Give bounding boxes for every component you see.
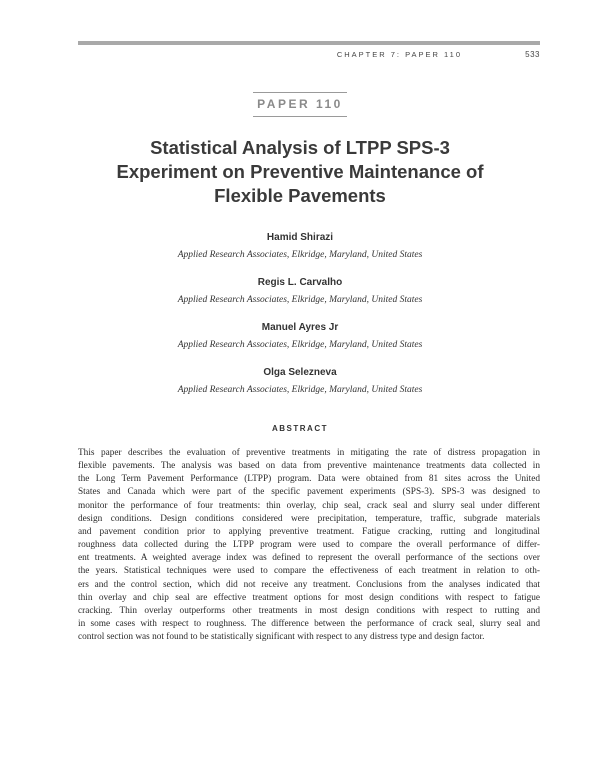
author-block [0,366,600,397]
author-name: Olga Selezneva [263,367,337,378]
abstract-line: thin overlay and chip seal are effective treatment options for most design conditions with respect to fatigue [78,592,540,603]
abstract-line: control section was not found to be statistically significant with respect to any distress type and design factor. [78,632,485,643]
title-line: Experiment on Preventive Maintenance of [116,161,484,182]
author-affiliation: Applied Research Associates, Elkridge, Maryland, United States [177,250,423,260]
abstract-line: monitor the performance of four treatments: thin overlay, chip seal, crack seal and slurry seal under different [78,500,540,511]
paper-title [90,136,510,208]
author-block [0,321,600,352]
author-name: Manuel Ayres Jr [261,322,339,333]
author-name: Hamid Shirazi [266,232,334,243]
abstract-line: This paper describes the evaluation of preventive treatments in mitigating the rate of distress propagation in [78,448,540,458]
abstract-line: cracking. Thin overlay outperforms other treatments in most design conditions with respect to rutting and [78,605,540,616]
abstract-line: the Long Term Pavement Performance (LTPP) program. Data were obtained from 81 sites across the United [78,474,540,485]
running-head [78,50,540,62]
abstract-line: in some cases with respect to roughness. The difference between the performance of crack seal, slurry seal and [78,619,540,630]
top-rule [78,41,540,45]
abstract-line: design conditions. Design conditions considered were precipitation, temperature, traffic, subgrade materials [78,513,540,524]
abstract-line: States and Canada which were part of the specific pavement experiments (SPS-3). SPS-3 was designed to [78,487,540,498]
title-line: Statistical Analysis of LTPP SPS-3 [150,137,450,158]
title-line: Flexible Pavements [214,185,386,206]
author-name: Regis L. Carvalho [257,277,343,288]
author-affiliation: Applied Research Associates, Elkridge, Maryland, United States [177,385,423,395]
author-block [0,276,600,307]
abstract-line: roughness data collected during the LTPP program were used to compare the overall performance of differ- [78,540,540,551]
abstract-line: and pavement condition prior to applying preventive treatment. Fatigue cracking, rutting and longitudinal [78,526,540,537]
abstract-line: flexible pavements. The analysis was based on data from preventive maintenance treatments data collected in [78,461,540,472]
abstract-line: ers and the control section, which did not receive any treatment. Conclusions from the analyses indicated that [78,579,540,590]
paper-label [0,92,600,117]
abstract-heading: ABSTRACT [272,424,328,433]
author-affiliation: Applied Research Associates, Elkridge, Maryland, United States [177,295,423,305]
abstract-line: the years. Statistical techniques were used to compare the effectiveness of each treatment in relation to oth- [78,566,540,577]
paper-label-text: PAPER 110 [253,92,347,117]
author-list [0,231,600,411]
page-number: 533 [525,50,540,59]
running-head-chapter: CHAPTER 7: PAPER 110 [336,50,462,59]
author-block [0,231,600,262]
abstract-line: ent treatments. A weighted average index was defined to represent the overall performance of the sections over [78,553,540,564]
author-affiliation: Applied Research Associates, Elkridge, Maryland, United States [177,340,423,350]
abstract-body [78,447,540,644]
